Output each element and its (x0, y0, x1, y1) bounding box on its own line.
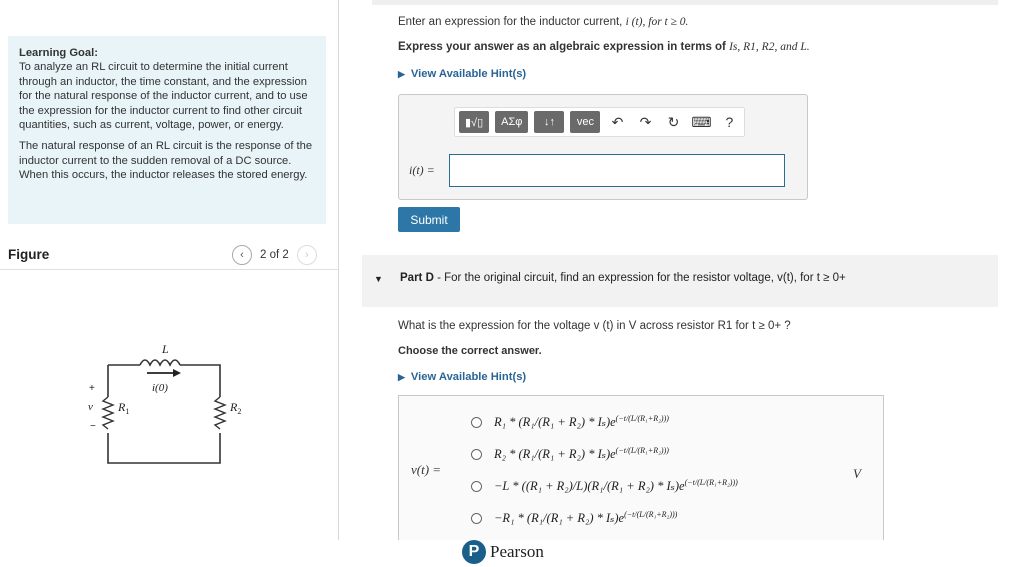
voltage-plus-label: + (89, 383, 95, 394)
choice-option[interactable] (471, 510, 677, 526)
choice-expression: $R_1 * (R_1/(R_1 + R_2) * I_s)e^{(-t/(L/(R_1+R_2)))}$ (494, 414, 669, 430)
choice-option[interactable] (471, 478, 738, 494)
v-label: v(t) = (411, 462, 442, 477)
keyboard-icon[interactable]: ⌨ (691, 113, 712, 130)
natural-response-text: The natural response of an RL circuit is the response of the inductor current to the sudden removal of a DC source. When this occurs, the inductor releases the stored energy. (19, 140, 313, 182)
vector-button[interactable]: vec (570, 111, 600, 133)
pearson-footer (462, 540, 544, 564)
radio-button[interactable] (471, 513, 482, 524)
resistor-r2-symbol (215, 397, 225, 429)
part-c-prompt: Enter an expression for the inductor current, i (t), for t ≥ 0. (398, 16, 689, 28)
choice-expression: $-L * ((R_1 + R_2)/L)(R_1/(R_1 + R_2) * I_s)e^{(-t/(L/(R_1+R_2)))}$ (494, 478, 738, 494)
part-d-choose-instruction: Choose the correct answer. (398, 345, 542, 357)
chevron-right-icon: › (304, 249, 309, 261)
pearson-logo-icon: P (462, 540, 486, 564)
math-toolbar (454, 107, 745, 137)
answer-label: i(t) = (409, 163, 435, 177)
choices-box (398, 395, 884, 540)
arrows-button[interactable]: ↓↑ (534, 111, 564, 133)
help-button[interactable]: ? (725, 114, 734, 130)
part-c-express-instruction: Express your answer as an algebraic expression in terms of Is, R1, R2, and L. (398, 41, 810, 53)
undo-icon[interactable]: ↶ (611, 113, 624, 130)
choice-expression: $R_2 * (R_1/(R_1 + R_2) * I_s)e^{(-t/(L/(R_1+R_2)))}$ (494, 446, 669, 462)
part-d-question: What is the expression for the voltage v (t) in V across resistor R1 for t ≥ 0+ ? (398, 320, 791, 332)
learning-goal-box (8, 36, 326, 224)
next-figure-button[interactable] (297, 245, 317, 265)
choice-option[interactable] (471, 414, 669, 430)
radio-button[interactable] (471, 417, 482, 428)
previous-figure-button[interactable] (232, 245, 252, 265)
choice-option[interactable] (471, 446, 669, 462)
r2-label: $R_2$ (230, 400, 242, 416)
triangle-right-icon: ▶ (398, 68, 405, 79)
part-d-hint-link[interactable]: ▶ View Available Hint(s) (398, 371, 527, 383)
chevron-left-icon: ‹ (240, 249, 244, 261)
current-arrowhead (173, 369, 181, 377)
templates-button[interactable]: ▮√▯ (459, 111, 489, 133)
figure-header (0, 240, 338, 270)
left-panel (0, 0, 338, 567)
triangle-down-icon: ▼ (374, 274, 383, 284)
part-d-header[interactable] (362, 255, 998, 307)
part-d-title: Part D - For the original circuit, find an expression for the resistor voltage, v(t), for t ≥ 0+ (400, 272, 846, 284)
triangle-right-icon: ▶ (398, 371, 405, 382)
figure-page-count: 2 of 2 (260, 249, 289, 261)
top-separator (372, 0, 998, 5)
reset-icon[interactable]: ↻ (667, 113, 680, 130)
initial-current-label: i(0) (152, 382, 168, 394)
learning-goal-text: To analyze an RL circuit to determine the initial current through an inductor, the time constant, and the expression for the natural response of the inductor current, and to use the expression for the inductor current to find other circuit quantities, such as current, voltage, power, or energy. (19, 61, 308, 132)
radio-button[interactable] (471, 481, 482, 492)
radio-button[interactable] (471, 449, 482, 460)
greek-symbols-button[interactable]: ΑΣφ (495, 111, 528, 133)
submit-button[interactable]: Submit (398, 207, 460, 232)
figure-pager (232, 245, 317, 265)
unit-label: V (853, 466, 861, 481)
r1-label: $R_1$ (118, 400, 130, 416)
choice-expression: $-R_1 * (R_1/(R_1 + R_2) * I_s)e^{(-t/(L/(R_1+R_2)))}$ (494, 510, 678, 526)
voltage-minus-label: − (90, 421, 96, 432)
inductor-label: L (162, 342, 169, 356)
right-panel (362, 0, 998, 567)
figure-title: Figure (8, 247, 50, 262)
rl-circuit-figure (80, 335, 260, 470)
panel-divider (338, 0, 339, 540)
part-c-hint-link[interactable]: ▶ View Available Hint(s) (398, 68, 527, 80)
voltage-label: v (88, 401, 93, 413)
learning-goal-title: Learning Goal: (19, 47, 98, 59)
redo-icon[interactable]: ↷ (639, 113, 652, 130)
answer-input[interactable] (449, 154, 785, 187)
answer-editor (398, 94, 808, 200)
resistor-r1-symbol (103, 397, 113, 429)
pearson-brand: Pearson (490, 542, 544, 561)
inductor-symbol (140, 360, 180, 365)
